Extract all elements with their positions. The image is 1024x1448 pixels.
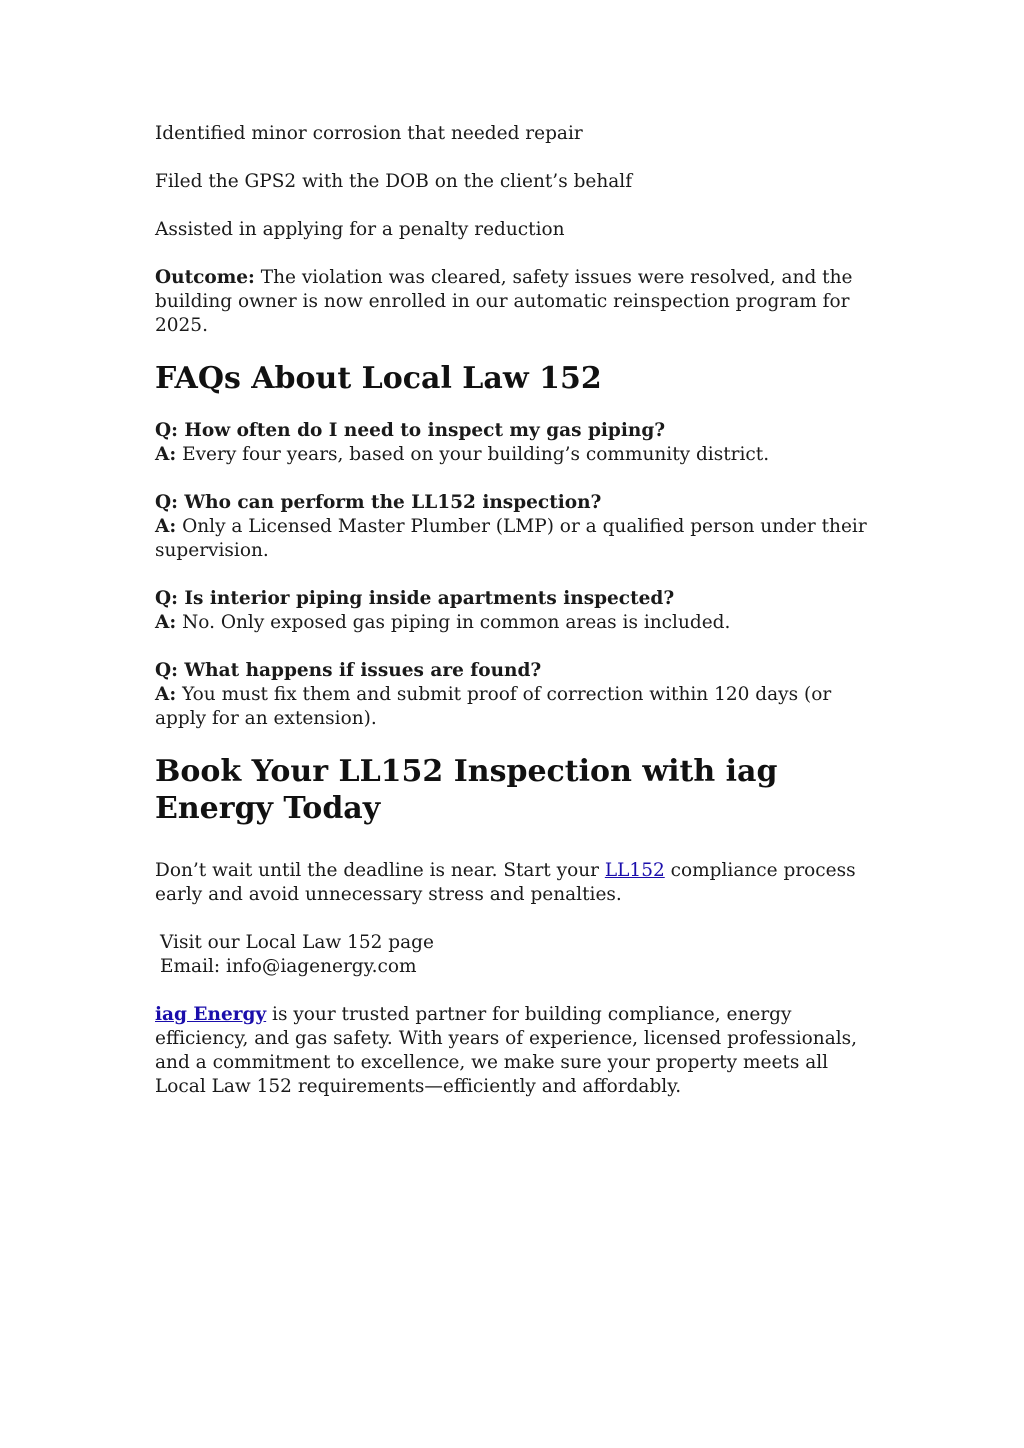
- ll152-link[interactable]: LL152: [604, 860, 665, 881]
- faq-question: Q: How often do I need to inspect my gas piping?: [155, 420, 666, 441]
- case-step: Assisted in applying for a penalty reduction: [155, 219, 565, 240]
- about-text: is your trusted partner for building compliance, energy efficiency, and gas safety. With years of experience, licensed professionals, and a commitment to excellence, we make sure your property meets all Local Law 152 requirements—efficiently and affordably.: [155, 1004, 858, 1097]
- case-step: Filed the GPS2 with the DOB on the client’s behalf: [155, 171, 633, 192]
- faq-answer-text: Only a Licensed Master Plumber (LMP) or a qualified person under their supervision.: [155, 516, 867, 561]
- faq-answer-text: Every four years, based on your building’s community district.: [176, 444, 770, 465]
- faq-answer: [155, 683, 867, 731]
- outcome-text: The violation was cleared, safety issues were resolved, and the building owner is now enrolled in our automatic reinspection program for 2025.: [155, 267, 853, 336]
- answer-label: A:: [155, 516, 177, 537]
- faq-answer: [155, 611, 867, 635]
- faq-question: Q: Who can perform the LL152 inspection?: [155, 492, 602, 513]
- book-heading: Book Your LL152 Inspection with iag Energy Today: [155, 754, 778, 826]
- outcome-label: Outcome:: [155, 267, 255, 288]
- case-step: Identified minor corrosion that needed repair: [155, 123, 583, 144]
- faq-answer-text: You must fix them and submit proof of correction within 120 days (or apply for an extension).: [155, 684, 832, 729]
- faq-item: [155, 491, 867, 563]
- answer-label: A:: [155, 444, 177, 465]
- faq-heading: FAQs About Local Law 152: [155, 361, 602, 396]
- faq-item: [155, 659, 867, 731]
- faq-list: [155, 419, 867, 731]
- answer-label: A:: [155, 684, 177, 705]
- faq-answer: [155, 515, 867, 563]
- faq-answer: [155, 443, 867, 467]
- cta-text-after: compliance process early and avoid unnecessary stress and penalties.: [155, 860, 856, 905]
- faq-item: [155, 587, 867, 635]
- cta-paragraph: [155, 859, 867, 907]
- about-paragraph: [155, 1003, 867, 1099]
- visit-line: Visit our Local Law 152 page: [160, 932, 434, 953]
- cta-text-before: Don’t wait until the deadline is near. Start your: [155, 860, 605, 881]
- answer-label: A:: [155, 612, 177, 633]
- email-line: Email: info@iagenergy.com: [160, 956, 417, 977]
- document-page: [155, 122, 867, 1099]
- faq-question: Q: What happens if issues are found?: [155, 660, 542, 681]
- outcome-paragraph: [155, 266, 867, 338]
- faq-item: [155, 419, 867, 467]
- iag-energy-link[interactable]: iag Energy: [155, 1004, 267, 1025]
- faq-answer-text: No. Only exposed gas piping in common areas is included.: [176, 612, 731, 633]
- faq-question: Q: Is interior piping inside apartments inspected?: [155, 588, 675, 609]
